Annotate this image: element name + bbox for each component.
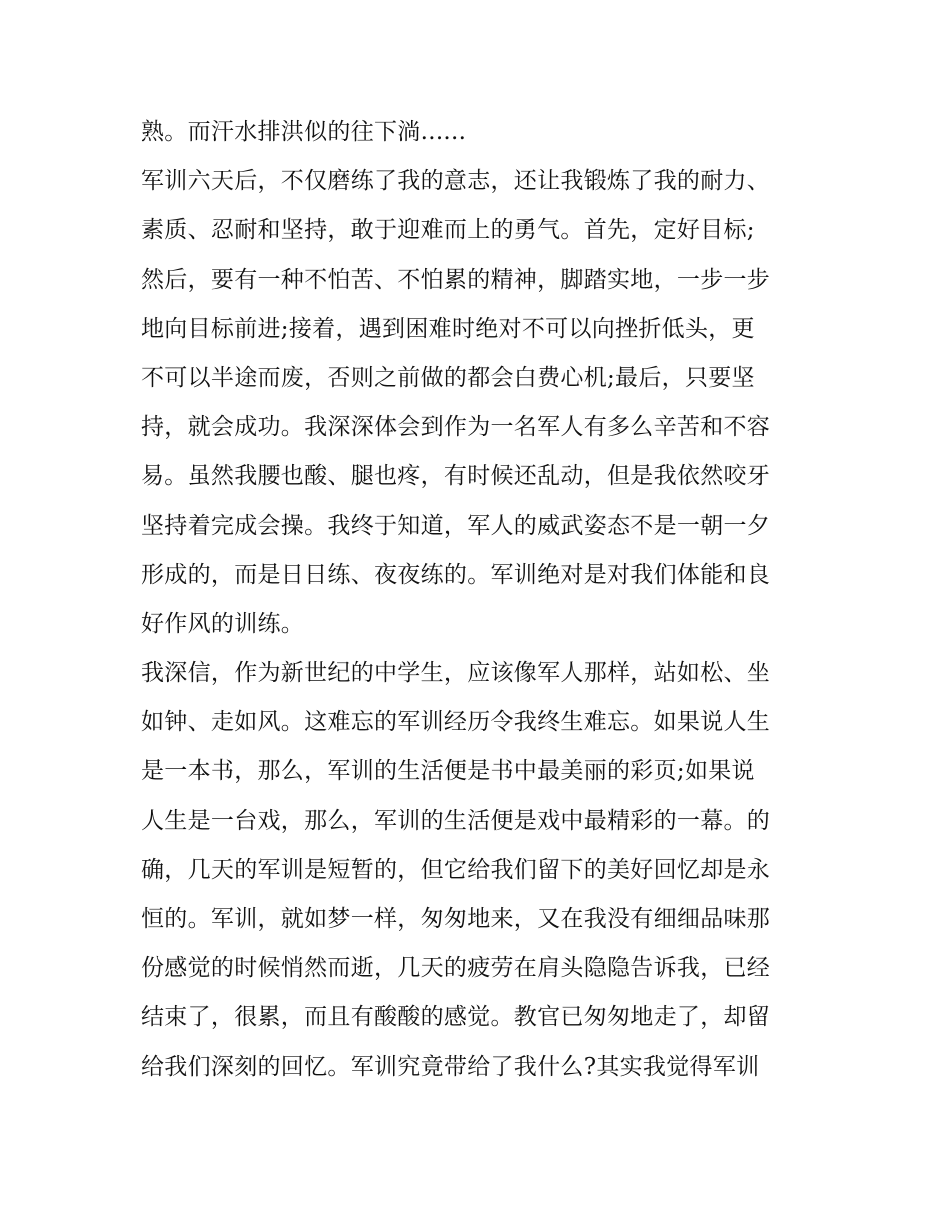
text-line: 不可以半途而废，否则之前做的都会白费心机;最后，只要坚 [141, 364, 755, 391]
text-line: 份感觉的时候悄然而逝，几天的疲劳在肩头隐隐告诉我，已经 [141, 955, 771, 982]
text-line: 好作风的训练。 [141, 610, 305, 637]
text-line: 军训六天后，不仅磨练了我的意志，还让我锻炼了我的耐力、 [141, 168, 771, 195]
text-line: 是一本书，那么，军训的生活便是书中最美丽的彩页;如果说 [141, 758, 755, 785]
text-line: 确，几天的军训是短暂的，但它给我们留下的美好回忆却是永 [141, 856, 771, 883]
text-line: 如钟、走如风。这难忘的军训经历令我终生难忘。如果说人生 [141, 709, 771, 736]
text-line: 形成的，而是日日练、夜夜练的。军训绝对是对我们体能和良 [141, 561, 771, 588]
document-body [141, 108, 821, 1092]
text-line: 结束了，很累，而且有酸酸的感觉。教官已匆匆地走了，却留 [141, 1004, 771, 1031]
text-line: 人生是一台戏，那么，军训的生活便是戏中最精彩的一幕。的 [141, 807, 771, 834]
text-line: 熟。而汗水排洪似的往下淌...... [141, 119, 467, 145]
text-line: 给我们深刻的回忆。军训究竟带给了我什么?其实我觉得军训 [141, 1053, 760, 1080]
text-line: 持，就会成功。我深深体会到作为一名军人有多么辛苦和不容 [141, 414, 771, 441]
text-line: 素质、忍耐和坚持，敢于迎难而上的勇气。首先，定好目标; [141, 217, 755, 244]
text-line: 地向目标前进;接着，遇到困难时绝对不可以向挫折低头，更 [141, 315, 755, 342]
text-line: 恒的。军训，就如梦一样，匆匆地来，又在我没有细细品味那 [141, 906, 771, 932]
text-line: 易。虽然我腰也酸、腿也疼，有时候还乱动，但是我依然咬牙 [141, 463, 771, 490]
text-line: 坚持着完成会操。我终于知道，军人的威武姿态不是一朝一夕 [141, 512, 771, 539]
text-line: 然后，要有一种不怕苦、不怕累的精神，脚踏实地，一步一步 [141, 266, 771, 293]
text-line: 我深信，作为新世纪的中学生，应该像军人那样，站如松、坐 [141, 660, 771, 687]
